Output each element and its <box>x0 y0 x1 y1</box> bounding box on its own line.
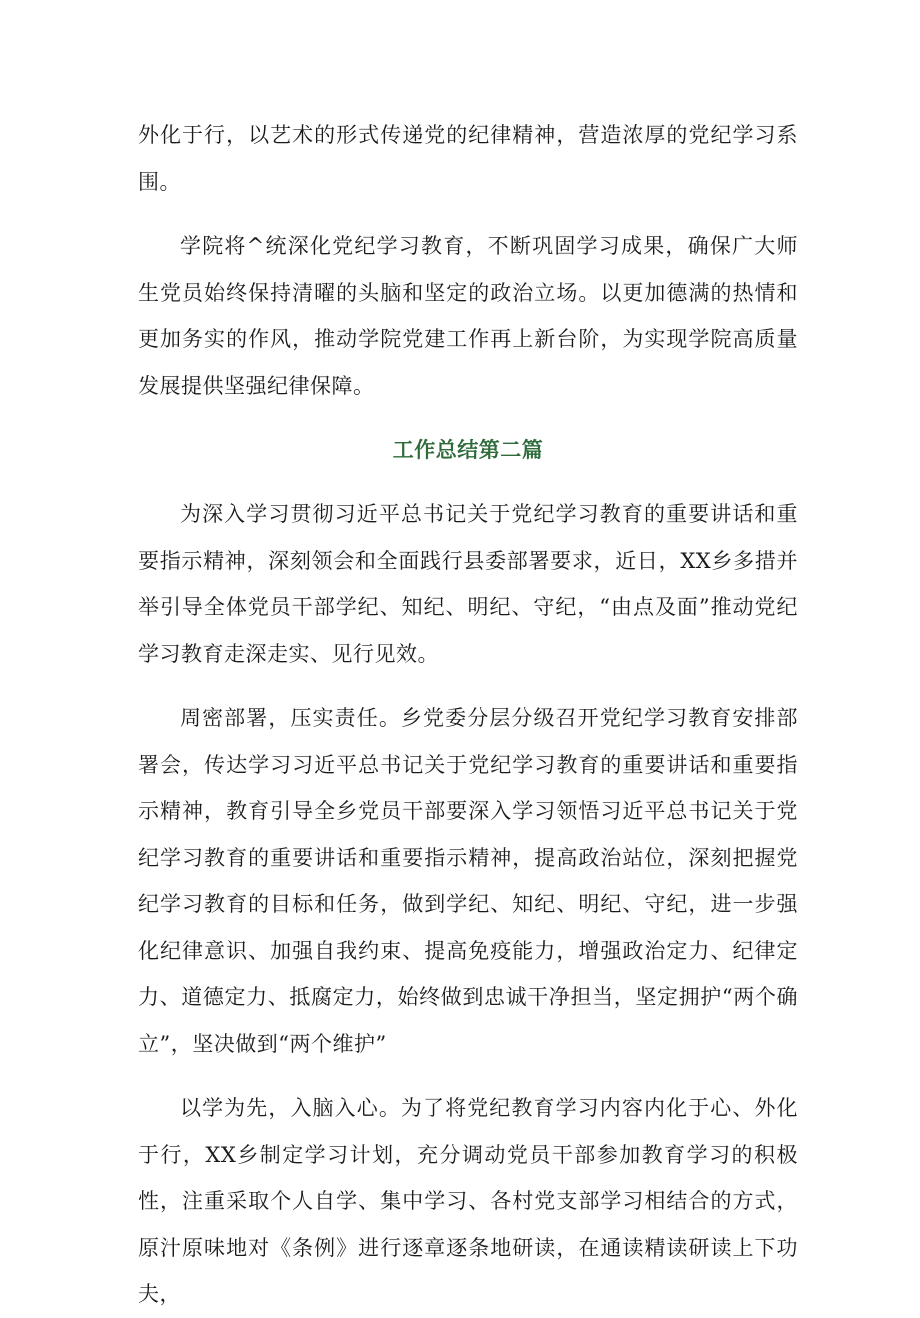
document-page <box>138 112 798 1318</box>
paragraph-2: 学院将^统深化党纪学习教育，不断巩固学习成果，确保广大师生党员始终保持清曜的头脑和坚定的政治立场。以更加德满的热情和更加务实的作风，推动学院党建工作再上新台阶，为实现学院高质量发展提供坚强纪律保障。 <box>138 234 798 398</box>
paragraph-gap <box>138 1067 798 1085</box>
paragraph-gap <box>138 677 798 695</box>
paragraph-3: 为深入学习贯彻习近平总书记关于党纪学习教育的重要讲话和重要指示精神，深刻领会和全面践行县委部署要求，近日，XX乡多措并举引导全体党员干部学纪、知纪、明纪、守纪，“由点及面”推动党纪学习教育走深走实、见行见效。 <box>138 502 798 666</box>
section-title: 工作总结第二篇 <box>392 437 544 462</box>
paragraph-gap <box>138 473 798 491</box>
paragraph-5: 以学为先，入脑入心。为了将党纪教育学习内容内化于心、外化于行，XX乡制定学习计划，充分调动党员干部参加教育学习的积极性，注重采取个人自学、集中学习、各村党支部学习相结合的方式，原汁原味地对《条例》进行逐章逐条地研读，在通读精读研读上下功夫， <box>138 1096 798 1306</box>
paragraph-gap <box>138 205 798 223</box>
paragraph-1: 外化于行，以艺术的形式传递党的纪律精神，营造浓厚的党纪学习系围。 <box>138 123 798 194</box>
paragraph-4: 周密部署，压实责任。乡党委分层分级召开党纪学习教育安排部署会，传达学习习近平总书记关于党纪学习教育的重要讲话和重要指示精神，教育引导全乡党员干部要深入学习领悟习近平总书记关于党纪学习教育的重要讲话和重要指示精神，提高政治站位，深刻把握党纪学习教育的目标和任务，做到学纪、知纪、明纪、守纪，进一步强化纪律意识、加强自我约束、提高免疫能力，增强政治定力、纪律定力、道德定力、抵腐定力，始终做到忠诚干净担当，坚定拥护“两个确立”，坚决做到“两个维护” <box>138 706 798 1056</box>
paragraph-gap <box>138 409 798 427</box>
